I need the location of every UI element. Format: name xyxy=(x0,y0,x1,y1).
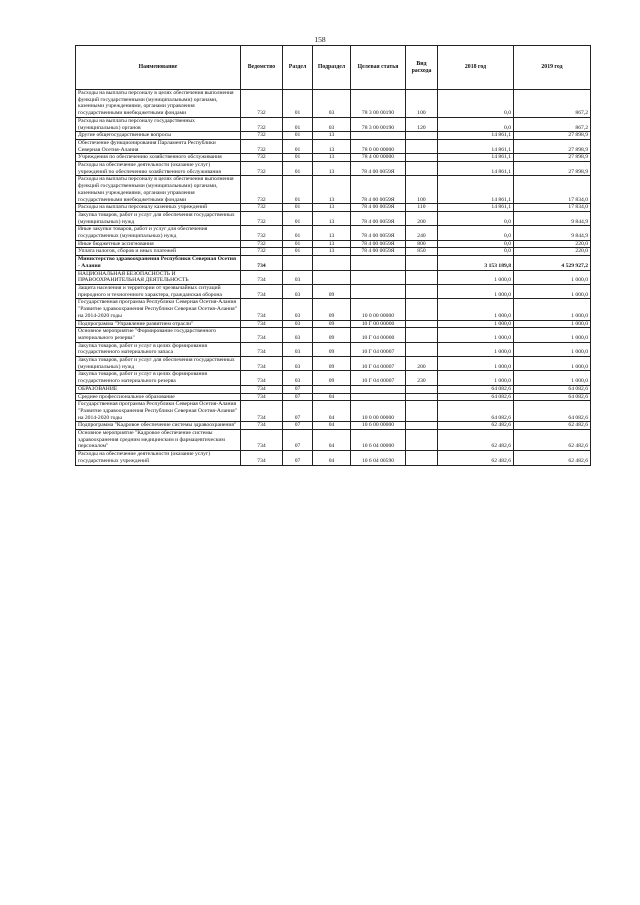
cell-2018: 64 082,6 xyxy=(438,401,514,422)
cell-target: 78 3 00 00190 xyxy=(351,117,406,131)
cell-exptype xyxy=(406,256,438,270)
cell-2018: 64 082,6 xyxy=(438,393,514,401)
cell-section: 03 xyxy=(283,270,313,284)
cell-ministry: 732 xyxy=(241,204,283,212)
cell-exptype xyxy=(406,422,438,430)
table-row xyxy=(76,401,591,422)
cell-name: Закупка товаров, работ и услуг в целях формирования государственного материального запаса xyxy=(76,342,241,356)
table-row xyxy=(76,204,591,212)
cell-2019: 27 898,9 xyxy=(514,162,591,176)
cell-exptype: 200 xyxy=(406,357,438,371)
cell-2018: 64 082,6 xyxy=(438,385,514,393)
cell-section: 07 xyxy=(283,451,313,465)
cell-section xyxy=(283,256,313,270)
cell-subsection: 04 xyxy=(313,393,351,401)
cell-2019: 64 082,6 xyxy=(514,401,591,422)
cell-subsection: 09 xyxy=(313,320,351,328)
cell-2018: 1 000,0 xyxy=(438,328,514,342)
cell-target: 78 4 00 0059Я xyxy=(351,204,406,212)
cell-name: Расходы на выплаты персоналу в целях обеспечения выполнения функций государственными (муниципальными) органами, казенными учреждениями, органами управления государственными внебюджетными фондами xyxy=(76,176,241,204)
cell-2019: 1 000,0 xyxy=(514,320,591,328)
table-row xyxy=(76,139,591,153)
cell-ministry: 734 xyxy=(241,430,283,451)
table-row xyxy=(76,328,591,342)
cell-2018: 1 000,0 xyxy=(438,342,514,356)
table-body xyxy=(76,90,591,466)
cell-target: 78 4 00 00000 xyxy=(351,154,406,162)
cell-2018: 1 000,0 xyxy=(438,371,514,385)
table-row xyxy=(76,256,591,270)
header-ministry: Ведомство xyxy=(241,46,283,90)
header-section: Раздел xyxy=(283,46,313,90)
cell-ministry: 732 xyxy=(241,162,283,176)
header-target: Целевая статья xyxy=(351,46,406,90)
table-row xyxy=(76,226,591,240)
cell-target: 10 Г 00 00000 xyxy=(351,320,406,328)
cell-section: 01 xyxy=(283,211,313,225)
cell-name: Расходы на обеспечение деятельности (оказание услуг) учреждений по обеспечению хозяйственного обслуживания xyxy=(76,162,241,176)
cell-exptype: 100 xyxy=(406,176,438,204)
cell-target: 10 Г 04 00000 xyxy=(351,328,406,342)
cell-name: Защита населения и территории от чрезвычайных ситуаций природного и техногенного характера, гражданская оборона xyxy=(76,284,241,298)
cell-target: 78 4 00 0059Я xyxy=(351,162,406,176)
cell-subsection: 09 xyxy=(313,299,351,320)
cell-exptype xyxy=(406,385,438,393)
cell-section: 03 xyxy=(283,342,313,356)
cell-exptype xyxy=(406,270,438,284)
cell-exptype: 850 xyxy=(406,248,438,256)
cell-section: 07 xyxy=(283,422,313,430)
page-number: 158 xyxy=(314,35,326,44)
cell-name: Учреждения по обеспечению хозяйственного обслуживания xyxy=(76,154,241,162)
cell-target: 10 Г 04 00007 xyxy=(351,371,406,385)
table-row xyxy=(76,357,591,371)
cell-subsection: 03 xyxy=(313,117,351,131)
cell-section: 01 xyxy=(283,132,313,140)
cell-section: 07 xyxy=(283,401,313,422)
cell-name: Основное мероприятие "Кадровое обеспечение системы здравоохранения средним медицинским и фармацевтическим персоналом" xyxy=(76,430,241,451)
cell-name: Основное мероприятие "Формирование государственного материального резерва" xyxy=(76,328,241,342)
cell-2019: 64 082,6 xyxy=(514,393,591,401)
cell-name: Уплата налогов, сборов и иных платежей xyxy=(76,248,241,256)
table-row xyxy=(76,342,591,356)
cell-section: 03 xyxy=(283,320,313,328)
table-row xyxy=(76,320,591,328)
cell-name: ОБРАЗОВАНИЕ xyxy=(76,385,241,393)
cell-ministry: 732 xyxy=(241,90,283,118)
cell-section: 01 xyxy=(283,176,313,204)
cell-section: 03 xyxy=(283,299,313,320)
cell-subsection: 13 xyxy=(313,240,351,248)
cell-subsection xyxy=(313,270,351,284)
table-row xyxy=(76,385,591,393)
cell-ministry: 732 xyxy=(241,240,283,248)
table-row xyxy=(76,154,591,162)
cell-target: 78 4 00 0059Я xyxy=(351,248,406,256)
cell-exptype xyxy=(406,139,438,153)
cell-name: Расходы на выплаты персоналу казенных учреждений xyxy=(76,204,241,212)
cell-section: 03 xyxy=(283,328,313,342)
cell-section: 01 xyxy=(283,139,313,153)
cell-2018: 14 861,1 xyxy=(438,162,514,176)
cell-name: Иные закупки товаров, работ и услуг для обеспечения государственных (муниципальных) нужд xyxy=(76,226,241,240)
cell-section: 01 xyxy=(283,90,313,118)
cell-ministry: 732 xyxy=(241,248,283,256)
header-2018: 2018 год xyxy=(438,46,514,90)
cell-subsection: 13 xyxy=(313,139,351,153)
cell-2018: 62 482,6 xyxy=(438,430,514,451)
cell-2018: 0,0 xyxy=(438,240,514,248)
cell-section: 03 xyxy=(283,371,313,385)
cell-target: 10 6 04 00590 xyxy=(351,451,406,465)
cell-subsection: 09 xyxy=(313,371,351,385)
cell-2018: 14 861,1 xyxy=(438,154,514,162)
cell-ministry: 734 xyxy=(241,422,283,430)
cell-2018: 14 861,1 xyxy=(438,132,514,140)
cell-2019: 1 000,0 xyxy=(514,270,591,284)
cell-subsection: 13 xyxy=(313,154,351,162)
cell-ministry: 734 xyxy=(241,371,283,385)
header-name: Наименование xyxy=(76,46,241,90)
cell-section: 01 xyxy=(283,154,313,162)
cell-exptype: 100 xyxy=(406,90,438,118)
header-2019: 2019 год xyxy=(514,46,591,90)
cell-2019: 867,2 xyxy=(514,117,591,131)
cell-2019: 867,2 xyxy=(514,90,591,118)
cell-exptype: 800 xyxy=(406,240,438,248)
cell-subsection: 13 xyxy=(313,176,351,204)
cell-target: 78 3 00 00190 xyxy=(351,90,406,118)
cell-target: 10 6 00 00000 xyxy=(351,422,406,430)
cell-name: Расходы на обеспечение деятельности (оказание услуг) государственных учреждений xyxy=(76,451,241,465)
cell-target: 78 4 00 0059Я xyxy=(351,240,406,248)
cell-subsection: 09 xyxy=(313,328,351,342)
cell-2019: 1 000,0 xyxy=(514,328,591,342)
cell-2019: 27 898,9 xyxy=(514,139,591,153)
table-row xyxy=(76,371,591,385)
cell-name: Обеспечение функционирования Парламента Республики Северная Осетия-Алания xyxy=(76,139,241,153)
cell-target: 10 0 00 00000 xyxy=(351,401,406,422)
cell-ministry: 734 xyxy=(241,342,283,356)
cell-ministry: 734 xyxy=(241,320,283,328)
cell-ministry: 732 xyxy=(241,139,283,153)
cell-section: 07 xyxy=(283,385,313,393)
cell-exptype xyxy=(406,342,438,356)
table-row xyxy=(76,430,591,451)
table-row xyxy=(76,90,591,118)
cell-2018: 62 482,6 xyxy=(438,422,514,430)
cell-2019: 64 082,6 xyxy=(514,385,591,393)
cell-subsection: 04 xyxy=(313,401,351,422)
cell-exptype xyxy=(406,299,438,320)
cell-name: Среднее профессиональное образование xyxy=(76,393,241,401)
cell-name: Государственная программа Республики Северная Осетия-Алания "Развитие здравоохранения Республики Северная Осетия-Алания" на 2014-2020 годы xyxy=(76,299,241,320)
cell-exptype xyxy=(406,154,438,162)
cell-section: 01 xyxy=(283,162,313,176)
cell-2018: 3 153 189,8 xyxy=(438,256,514,270)
cell-section: 07 xyxy=(283,430,313,451)
cell-section: 01 xyxy=(283,226,313,240)
cell-exptype: 120 xyxy=(406,117,438,131)
cell-2019: 27 898,9 xyxy=(514,132,591,140)
cell-subsection: 13 xyxy=(313,211,351,225)
cell-ministry: 734 xyxy=(241,385,283,393)
cell-2019: 27 898,9 xyxy=(514,154,591,162)
cell-name: Закупка товаров, работ и услуг в целях формирования государственного материального резерва xyxy=(76,371,241,385)
cell-ministry: 734 xyxy=(241,451,283,465)
cell-ministry: 732 xyxy=(241,132,283,140)
cell-ministry: 734 xyxy=(241,328,283,342)
cell-exptype xyxy=(406,430,438,451)
cell-target: 10 0 00 00000 xyxy=(351,299,406,320)
table-row xyxy=(76,422,591,430)
cell-ministry: 734 xyxy=(241,284,283,298)
cell-section: 03 xyxy=(283,284,313,298)
cell-target: 10 Г 04 00007 xyxy=(351,342,406,356)
cell-2018: 1 000,0 xyxy=(438,357,514,371)
cell-target xyxy=(351,132,406,140)
cell-2019: 62 482,6 xyxy=(514,430,591,451)
table-row xyxy=(76,248,591,256)
cell-subsection xyxy=(313,385,351,393)
cell-section: 03 xyxy=(283,357,313,371)
table-header-row xyxy=(76,46,591,90)
cell-subsection xyxy=(313,256,351,270)
cell-target xyxy=(351,393,406,401)
cell-target: 78 4 00 0059Я xyxy=(351,226,406,240)
cell-2019: 1 000,0 xyxy=(514,299,591,320)
cell-exptype: 200 xyxy=(406,211,438,225)
cell-name: Другие общегосударственные вопросы xyxy=(76,132,241,140)
budget-table xyxy=(75,45,591,466)
cell-2018: 0,0 xyxy=(438,117,514,131)
cell-2018: 0,0 xyxy=(438,90,514,118)
cell-subsection: 09 xyxy=(313,284,351,298)
cell-2018: 1 000,0 xyxy=(438,284,514,298)
table-row xyxy=(76,211,591,225)
cell-section: 01 xyxy=(283,204,313,212)
cell-exptype xyxy=(406,320,438,328)
cell-name: Подпрограмма "Управление развитием отрасли" xyxy=(76,320,241,328)
cell-subsection: 04 xyxy=(313,451,351,465)
cell-2018: 14 861,1 xyxy=(438,176,514,204)
header-subsection: Подраздел xyxy=(313,46,351,90)
table-row xyxy=(76,176,591,204)
header-exptype: Вид расхода xyxy=(406,46,438,90)
cell-2018: 14 861,1 xyxy=(438,204,514,212)
cell-target: 78 4 00 0059Я xyxy=(351,211,406,225)
cell-name: НАЦИОНАЛЬНАЯ БЕЗОПАСНОСТЬ И ПРАВООХРАНИТЕЛЬНАЯ ДЕЯТЕЛЬНОСТЬ xyxy=(76,270,241,284)
cell-name: Закупка товаров, работ и услуг для обеспечения государственных (муниципальных) нужд xyxy=(76,211,241,225)
cell-name: Расходы на выплаты персоналу государственных (муниципальных) органов xyxy=(76,117,241,131)
table-row xyxy=(76,284,591,298)
cell-exptype xyxy=(406,393,438,401)
cell-2018: 1 000,0 xyxy=(438,320,514,328)
table-row xyxy=(76,240,591,248)
cell-subsection: 04 xyxy=(313,422,351,430)
cell-ministry: 734 xyxy=(241,401,283,422)
cell-ministry: 732 xyxy=(241,211,283,225)
cell-target xyxy=(351,256,406,270)
cell-exptype xyxy=(406,162,438,176)
cell-target xyxy=(351,270,406,284)
cell-exptype: 240 xyxy=(406,226,438,240)
table-row xyxy=(76,162,591,176)
cell-2018: 62 482,6 xyxy=(438,451,514,465)
cell-ministry: 734 xyxy=(241,256,283,270)
table-row xyxy=(76,117,591,131)
cell-name: Иные бюджетные ассигнования xyxy=(76,240,241,248)
cell-exptype xyxy=(406,328,438,342)
cell-ministry: 734 xyxy=(241,357,283,371)
table-row xyxy=(76,132,591,140)
cell-2019: 220,0 xyxy=(514,240,591,248)
cell-2019: 9 844,9 xyxy=(514,211,591,225)
cell-2019: 220,0 xyxy=(514,248,591,256)
cell-name: Государственная программа Республики Северная Осетия-Алания "Развитие здравоохранения Республики Северная Осетия-Алания" на 2014-2020 годы xyxy=(76,401,241,422)
cell-2018: 1 000,0 xyxy=(438,299,514,320)
cell-section: 01 xyxy=(283,248,313,256)
table-row xyxy=(76,270,591,284)
cell-2019: 1 000,0 xyxy=(514,371,591,385)
cell-ministry: 732 xyxy=(241,117,283,131)
cell-ministry: 734 xyxy=(241,270,283,284)
cell-ministry: 732 xyxy=(241,226,283,240)
cell-subsection: 09 xyxy=(313,342,351,356)
cell-2019: 17 834,0 xyxy=(514,176,591,204)
cell-2019: 9 844,9 xyxy=(514,226,591,240)
cell-2019: 1 000,0 xyxy=(514,284,591,298)
cell-target xyxy=(351,284,406,298)
cell-ministry: 732 xyxy=(241,154,283,162)
table-row xyxy=(76,299,591,320)
cell-2018: 0,0 xyxy=(438,226,514,240)
cell-target xyxy=(351,385,406,393)
cell-exptype: 110 xyxy=(406,204,438,212)
cell-ministry: 734 xyxy=(241,393,283,401)
cell-subsection: 13 xyxy=(313,162,351,176)
cell-2019: 1 000,0 xyxy=(514,357,591,371)
cell-2018: 0,0 xyxy=(438,211,514,225)
cell-2018: 14 861,1 xyxy=(438,139,514,153)
cell-subsection: 03 xyxy=(313,90,351,118)
cell-2018: 1 000,0 xyxy=(438,270,514,284)
cell-subsection: 13 xyxy=(313,248,351,256)
cell-exptype xyxy=(406,451,438,465)
cell-exptype xyxy=(406,284,438,298)
cell-target: 78 4 00 0059Я xyxy=(351,176,406,204)
cell-2019: 62 482,6 xyxy=(514,422,591,430)
cell-section: 01 xyxy=(283,240,313,248)
cell-name: Министерство здравоохранения Республики Северная Осетия - Алания xyxy=(76,256,241,270)
cell-exptype xyxy=(406,401,438,422)
cell-2019: 17 834,0 xyxy=(514,204,591,212)
table-row xyxy=(76,393,591,401)
cell-2019: 4 529 927,2 xyxy=(514,256,591,270)
cell-section: 07 xyxy=(283,393,313,401)
table-row xyxy=(76,451,591,465)
cell-subsection: 13 xyxy=(313,204,351,212)
cell-2018: 0,0 xyxy=(438,248,514,256)
cell-name: Закупка товаров, работ и услуг для обеспечения государственных (муниципальных) нужд xyxy=(76,357,241,371)
cell-target: 10 6 04 00000 xyxy=(351,430,406,451)
cell-ministry: 732 xyxy=(241,176,283,204)
cell-subsection: 13 xyxy=(313,226,351,240)
cell-section: 01 xyxy=(283,117,313,131)
cell-subsection: 09 xyxy=(313,357,351,371)
cell-target: 10 Г 04 00007 xyxy=(351,357,406,371)
cell-subsection: 04 xyxy=(313,430,351,451)
cell-2019: 1 000,0 xyxy=(514,342,591,356)
cell-2019: 62 482,6 xyxy=(514,451,591,465)
cell-subsection: 13 xyxy=(313,132,351,140)
cell-ministry: 734 xyxy=(241,299,283,320)
cell-exptype: 230 xyxy=(406,371,438,385)
cell-target: 78 0 00 00000 xyxy=(351,139,406,153)
cell-name: Подпрограмма "Кадровое обеспечение системы здравоохранения" xyxy=(76,422,241,430)
cell-exptype xyxy=(406,132,438,140)
cell-name: Расходы на выплаты персоналу в целях обеспечения выполнения функций государственными (муниципальными) органами, казенными учреждениями, органами управления государственными внебюджетными фондами xyxy=(76,90,241,118)
